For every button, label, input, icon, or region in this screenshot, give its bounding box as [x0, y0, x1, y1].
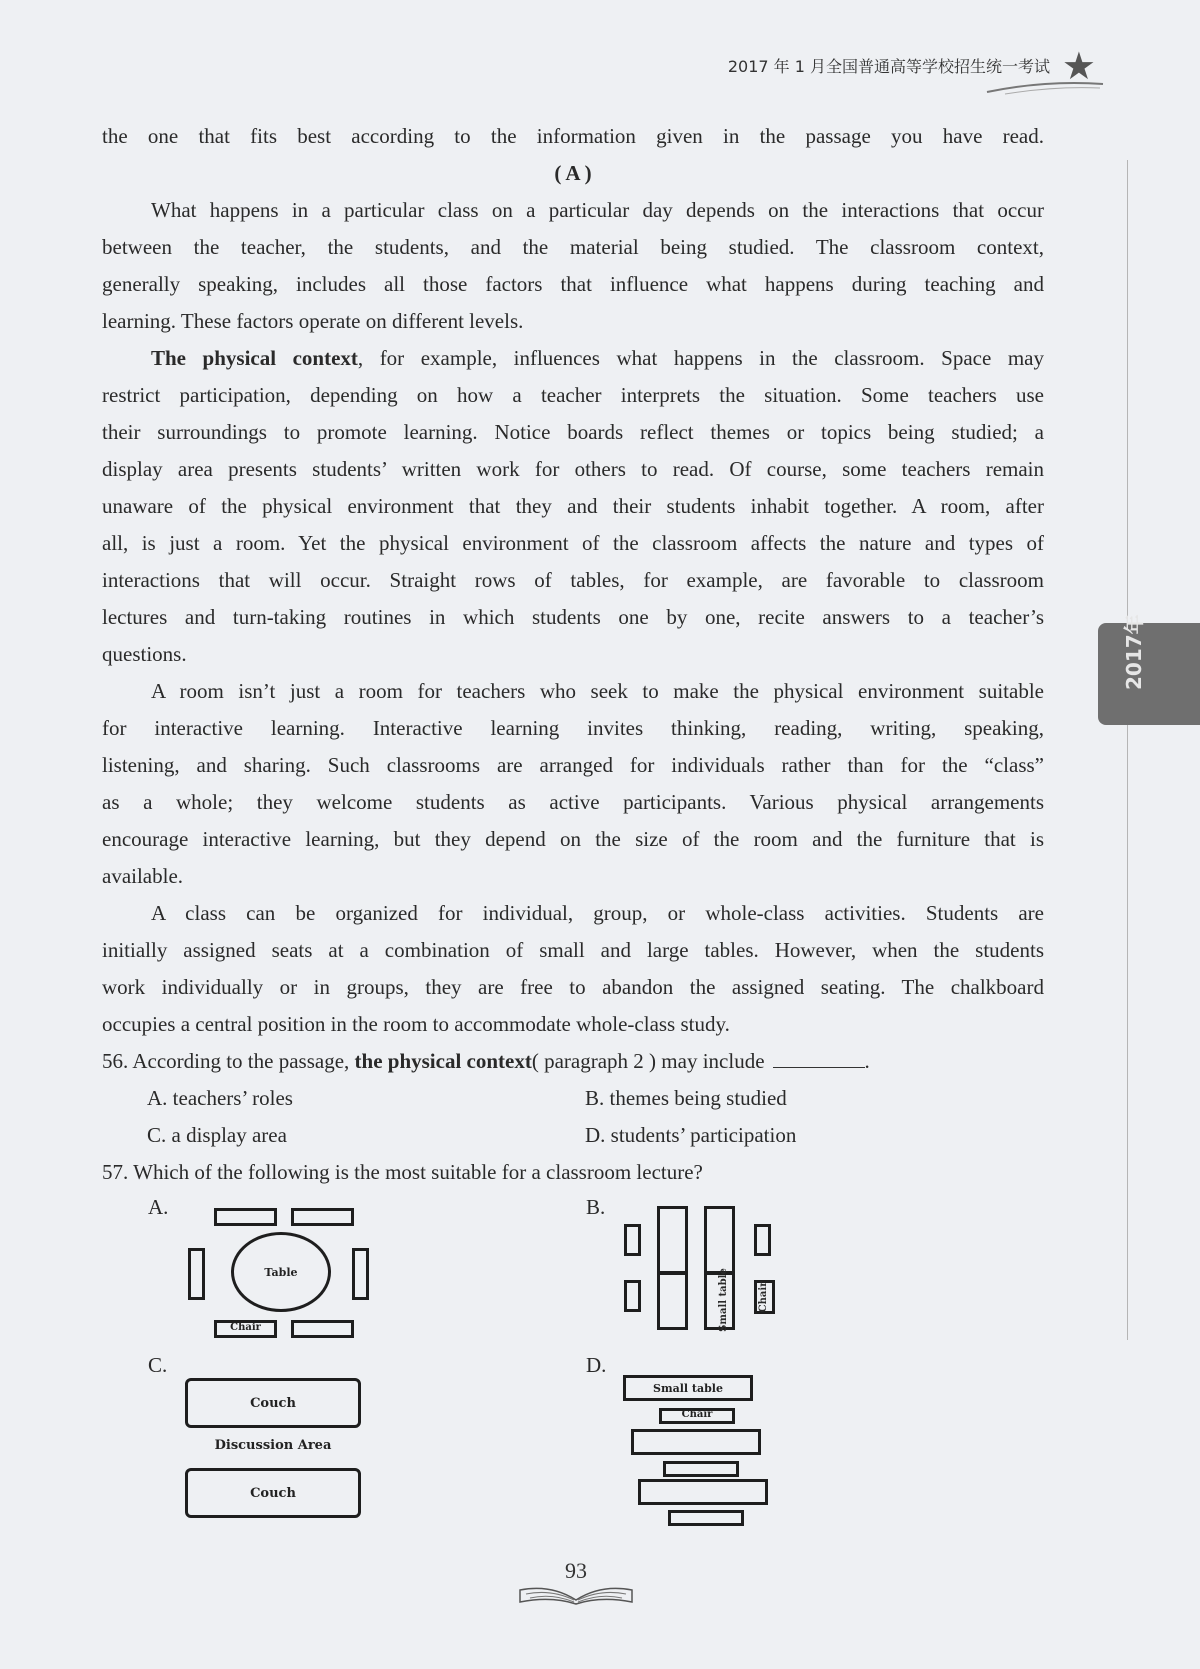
- chair-shape: [214, 1208, 277, 1226]
- chair-shape: [624, 1224, 641, 1256]
- section-heading: ( A ): [554, 161, 592, 185]
- discussion-area-label: Discussion Area: [214, 1438, 332, 1453]
- small-table-label: Small table: [653, 1382, 723, 1395]
- running-header: 2017 年 1 月全国普通高等学校招生统一考试: [727, 57, 1050, 76]
- q56-option-a: A. teachers’ roles: [147, 1086, 293, 1110]
- paragraph-3-line: encourage interactive learning, but they depend on the size of the room and the furniture that is: [102, 827, 1044, 851]
- paragraph-2-line: lectures and turn-taking routines in which students one by one, recite answers to a teacher’s: [102, 605, 1044, 629]
- instruction-line: the one that fits best according to the information given in the passage you have read.: [102, 124, 1044, 148]
- chair-shape: [668, 1510, 744, 1526]
- small-table-label: Small table: [718, 1268, 729, 1332]
- chair-label: Chair: [758, 1281, 769, 1313]
- paragraph-1-line: What happens in a particular class on a particular day depends on the interactions that occur: [151, 198, 1044, 222]
- chair-shape: [291, 1320, 354, 1338]
- bold-term: The physical context: [151, 346, 358, 370]
- paragraph-2-line: questions.: [102, 642, 187, 666]
- q57-option-c-label: C.: [148, 1353, 168, 1377]
- paragraph-4-line: initially assigned seats at a combination of small and large tables. However, when the students: [102, 938, 1044, 962]
- question-56: 56. According to the passage, the physical context( paragraph 2 ) may include .: [102, 1049, 870, 1073]
- chair-shape: [663, 1461, 739, 1477]
- paragraph-2-line: unaware of the physical environment that they and their students inhabit together. A room, after: [102, 494, 1044, 518]
- paragraph-2-line: all, is just a room. Yet the physical environment of the classroom affects the nature and types of: [102, 531, 1044, 555]
- paragraph-3-line: as a whole; they welcome students as active participants. Various physical arrangements: [102, 790, 1044, 814]
- paragraph-2-line: interactions that will occur. Straight rows of tables, for example, are favorable to classroom: [102, 568, 1044, 592]
- q56-option-d: D. students’ participation: [585, 1123, 797, 1147]
- q56-options-row: [102, 1117, 1044, 1154]
- couch-label: Couch: [250, 1486, 296, 1501]
- paragraph-2-line: display area presents students’ written work for others to read. Of course, some teachers remain: [102, 457, 1044, 481]
- chair-shape: [754, 1224, 771, 1256]
- question-57: 57. Which of the following is the most suitable for a classroom lecture?: [102, 1160, 703, 1184]
- table-shape: [657, 1272, 688, 1330]
- q56-options-row: [102, 1080, 1044, 1117]
- chair-shape: [188, 1248, 205, 1300]
- paragraph-1-line: learning. These factors operate on different levels.: [102, 309, 524, 333]
- margin-rule: [1127, 160, 1128, 1340]
- paragraph-2-line: their surroundings to promote learning. Notice boards reflect themes or topics being studied; a: [102, 420, 1044, 444]
- answer-blank: [773, 1049, 865, 1068]
- paragraph-2-line: restrict participation, depending on how a teacher interprets the situation. Some teachers use: [102, 383, 1044, 407]
- paragraph-2-line: The physical context, for example, influences what happens in the classroom. Space may: [151, 346, 1044, 370]
- page-number: 93: [565, 1558, 587, 1583]
- paragraph-3-line: listening, and sharing. Such classrooms are arranged for individuals rather than for the “class”: [102, 753, 1044, 777]
- chair-label: Chair: [681, 1409, 713, 1420]
- chair-shape: [624, 1280, 641, 1312]
- small-table-shape: [638, 1479, 768, 1505]
- chair-shape: [291, 1208, 354, 1226]
- open-book-icon: [516, 1580, 636, 1606]
- q57-option-b-label: B.: [586, 1195, 606, 1219]
- year-side-tab-label: 2017年: [1122, 614, 1146, 690]
- swoosh-decoration: [985, 78, 1105, 96]
- q57-option-a-label: A.: [148, 1195, 169, 1219]
- paragraph-4-line: work individually or in groups, they are free to abandon the assigned seating. The chalkboard: [102, 975, 1044, 999]
- q57-option-d-label: D.: [586, 1353, 607, 1377]
- chair-label: Chair: [230, 1322, 261, 1333]
- star-icon: ★: [1061, 44, 1096, 88]
- table-shape: [657, 1206, 688, 1274]
- paragraph-1-line: between the teacher, the students, and the material being studied. The classroom context,: [102, 235, 1044, 259]
- table-label: Table: [264, 1266, 298, 1279]
- paragraph-4-line: occupies a central position in the room to accommodate whole-class study.: [102, 1012, 730, 1036]
- couch-label: Couch: [250, 1396, 296, 1411]
- paragraph-4-line: A class can be organized for individual, group, or whole-class activities. Students are: [151, 901, 1044, 925]
- paragraph-3-line: available.: [102, 864, 184, 888]
- small-table-shape: [631, 1429, 761, 1455]
- paragraph-3-line: for interactive learning. Interactive learning invites thinking, reading, writing, speaking,: [102, 716, 1044, 740]
- passage: [102, 118, 1044, 1191]
- q56-option-c: C. a display area: [147, 1123, 287, 1147]
- year-side-tab: [1098, 623, 1200, 725]
- chair-shape: [352, 1248, 369, 1300]
- paragraph-3-line: A room isn’t just a room for teachers who seek to make the physical environment suitable: [151, 679, 1044, 703]
- paragraph-1-line: generally speaking, includes all those factors that influence what happens during teaching and: [102, 272, 1044, 296]
- q56-option-b: B. themes being studied: [585, 1086, 787, 1110]
- table-shape: [704, 1206, 735, 1274]
